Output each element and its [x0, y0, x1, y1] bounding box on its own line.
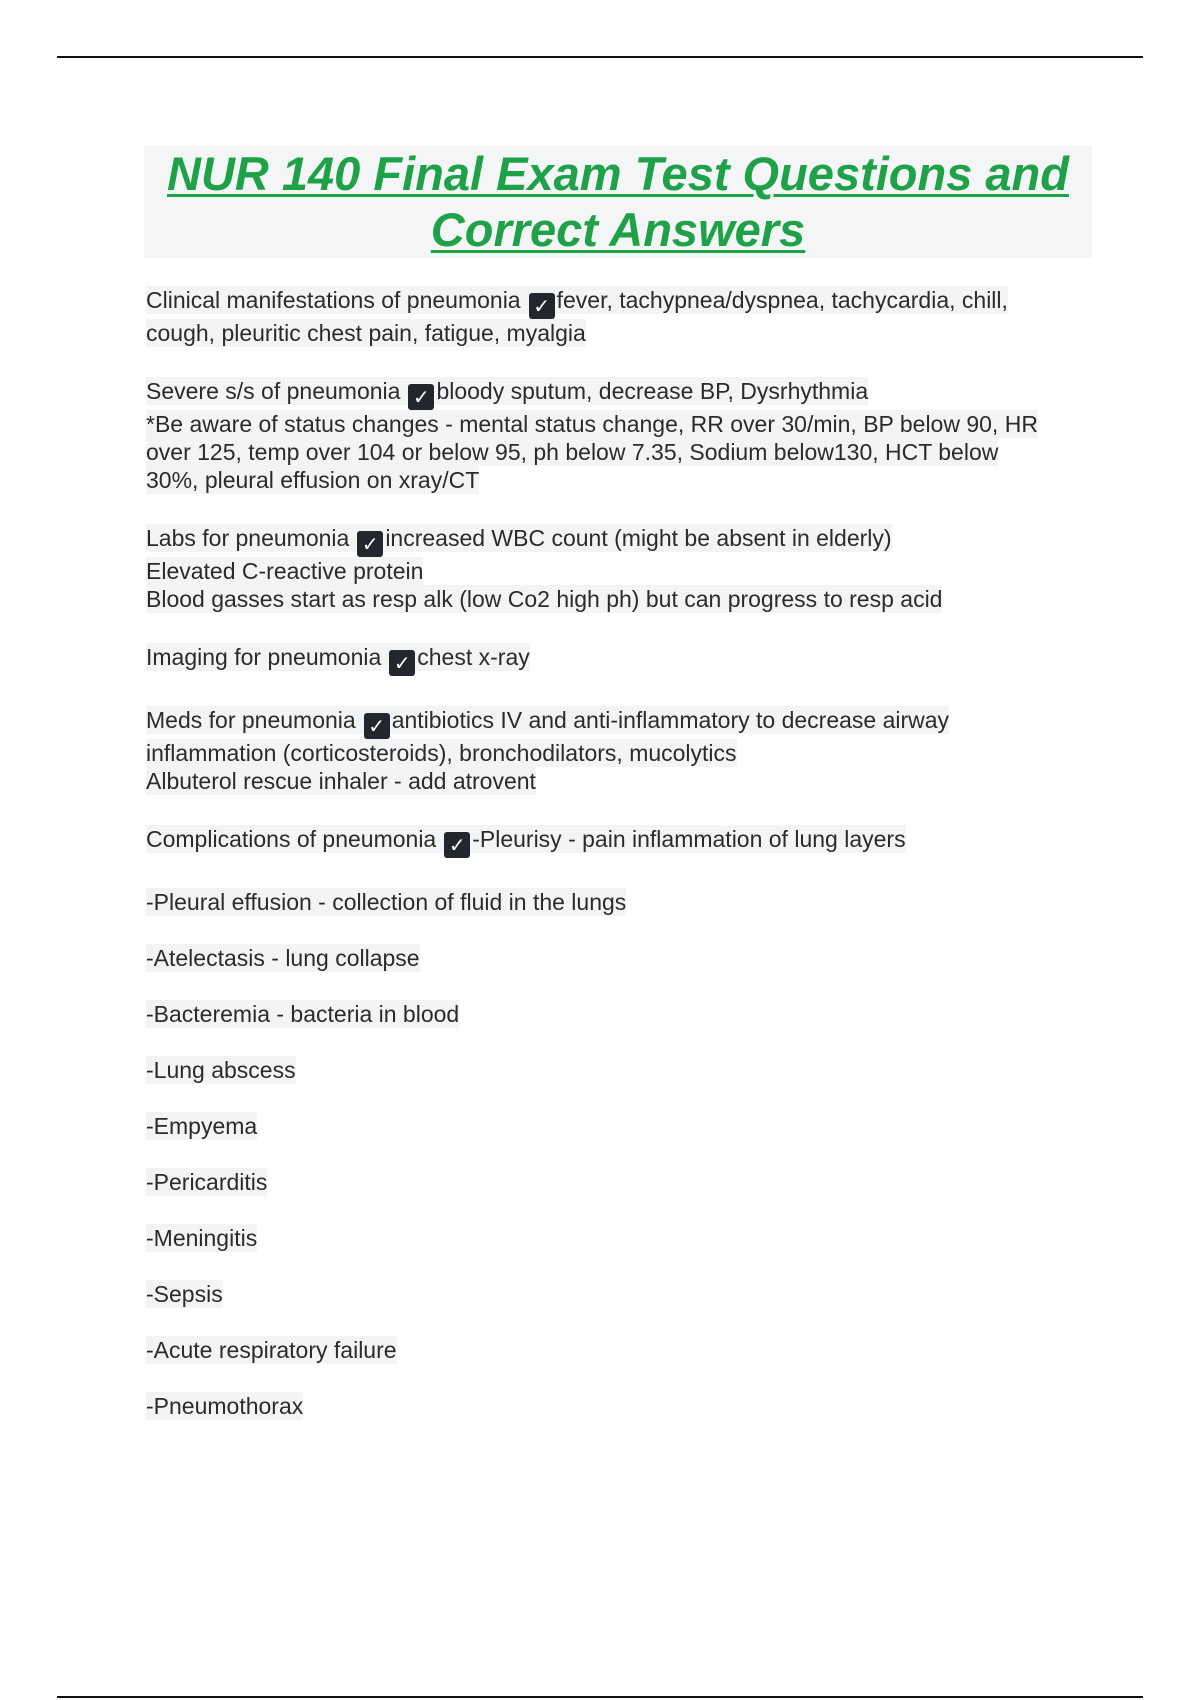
list-item: -Pneumothorax	[146, 1393, 304, 1419]
answer-text: Blood gasses start as resp alk (low Co2 high ph) but can progress to resp acid	[146, 586, 943, 612]
question-text: Labs for pneumonia	[146, 525, 350, 551]
list-item: -Sepsis	[146, 1281, 223, 1307]
list-item: -Bacteremia - bacteria in blood	[146, 1001, 460, 1027]
list-item: -Atelectasis - lung collapse	[146, 945, 420, 971]
answer-text: *Be aware of status changes - mental status change, RR over 30/min, BP below 90, HR	[146, 411, 1038, 437]
answer-text: 30%, pleural effusion on xray/CT	[146, 467, 480, 493]
qa-block	[146, 377, 1096, 494]
list-item: -Empyema	[146, 1113, 258, 1139]
list-item: -Pericarditis	[146, 1169, 268, 1195]
question-text: Imaging for pneumonia	[146, 644, 382, 670]
qa-block	[146, 286, 1096, 347]
checkmark-icon: ✓	[357, 531, 383, 557]
answer-text: -Pleurisy - pain inflammation of lung layers	[472, 826, 906, 852]
answer-text: increased WBC count (might be absent in elderly)	[385, 525, 892, 551]
qa-block	[146, 524, 1096, 613]
answer-text: fever, tachypnea/dyspnea, tachycardia, chill,	[556, 287, 1008, 313]
answer-text: over 125, temp over 104 or below 95, ph below 7.35, Sodium below130, HCT below	[146, 439, 999, 465]
answer-text: antibiotics IV and anti-inflammatory to decrease airway	[391, 707, 950, 733]
answer-text: inflammation (corticosteroids), bronchodilators, mucolytics	[146, 740, 737, 766]
bottom-rule	[57, 1696, 1143, 1698]
list-item: -Meningitis	[146, 1225, 258, 1251]
checkmark-icon: ✓	[389, 650, 415, 676]
document-body	[146, 286, 1096, 1448]
answer-text: Elevated C-reactive protein	[146, 558, 424, 584]
list-item: -Acute respiratory failure	[146, 1337, 397, 1363]
list-item: -Lung abscess	[146, 1057, 296, 1083]
document-title	[144, 146, 1092, 258]
top-rule	[57, 56, 1143, 58]
answer-text: Albuterol rescue inhaler - add atrovent	[146, 768, 536, 794]
checkmark-icon: ✓	[364, 713, 390, 739]
answer-text: cough, pleuritic chest pain, fatigue, myalgia	[146, 320, 586, 346]
answer-text: bloody sputum, decrease BP, Dysrhythmia	[436, 378, 869, 404]
question-text: Severe s/s of pneumonia	[146, 378, 401, 404]
question-text: Complications of pneumonia	[146, 826, 437, 852]
question-text: Clinical manifestations of pneumonia	[146, 287, 521, 313]
title-line-2: Correct Answers	[430, 203, 806, 256]
checkmark-icon: ✓	[444, 832, 470, 858]
qa-block	[146, 825, 1096, 858]
checkmark-icon: ✓	[529, 293, 555, 319]
answer-text: chest x-ray	[417, 644, 530, 670]
question-text: Meds for pneumonia	[146, 707, 356, 733]
title-line-1: NUR 140 Final Exam Test Questions and	[167, 147, 1069, 200]
qa-block	[146, 643, 1096, 676]
checkmark-icon: ✓	[408, 384, 434, 410]
list-item: -Pleural effusion - collection of fluid in the lungs	[146, 889, 627, 915]
qa-block	[146, 706, 1096, 795]
